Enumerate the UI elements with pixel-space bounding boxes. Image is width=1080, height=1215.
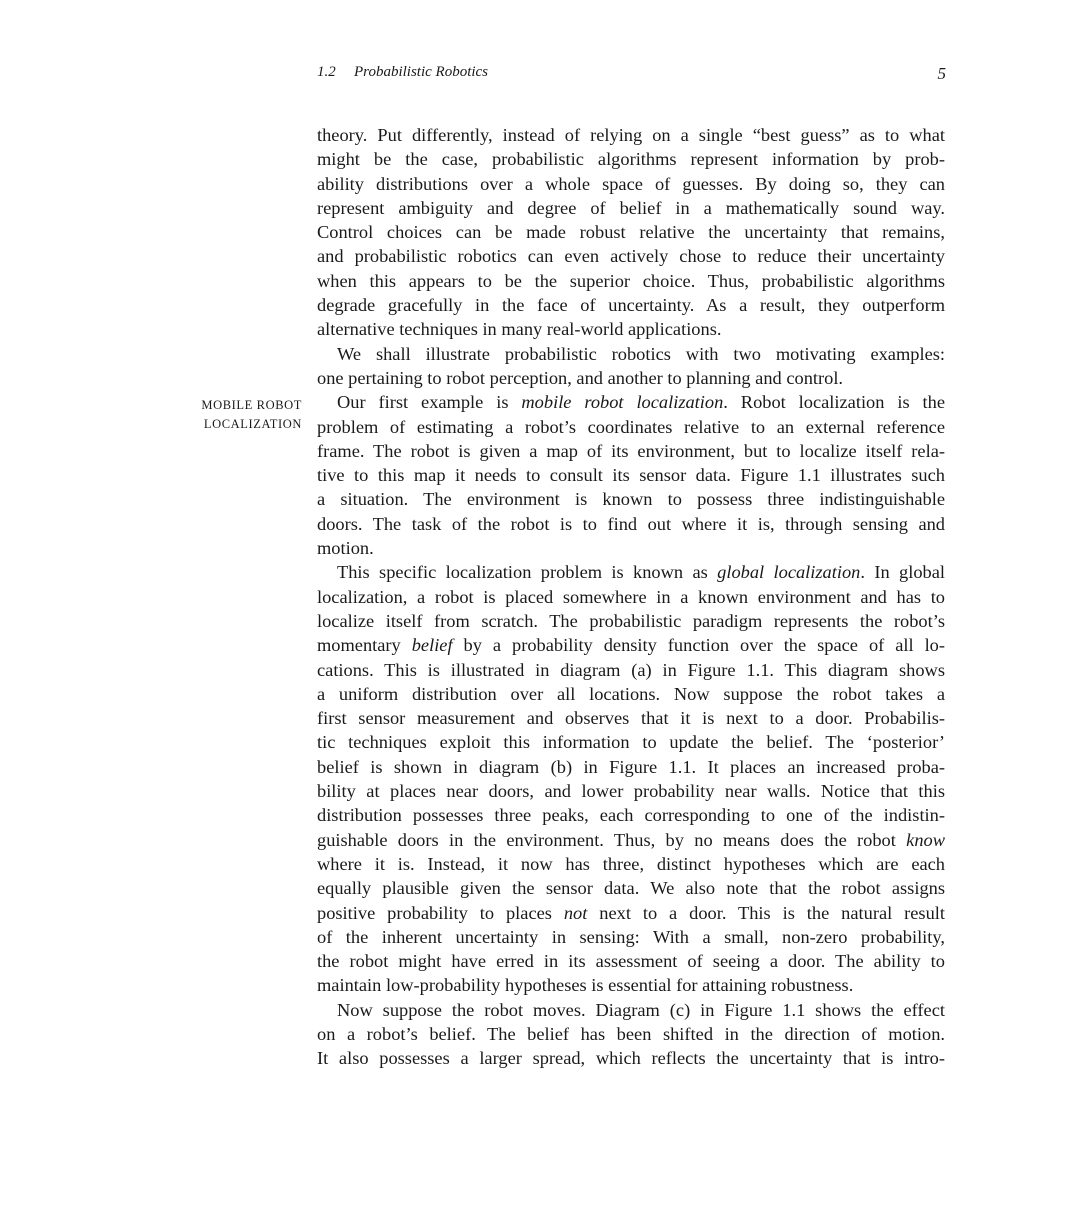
- text-line: [317, 1022, 945, 1046]
- text-run: alternative techniques in many real-world applications.: [317, 319, 722, 340]
- text-line: [317, 901, 945, 925]
- text-line: [317, 925, 945, 949]
- text-run: doors. The task of the robot is to find out where it is, through sensing and: [317, 513, 945, 534]
- text-line: [317, 1046, 945, 1070]
- text-run: degrade gracefully in the face of uncertainty. As a result, they outperform: [317, 295, 945, 316]
- margin-note: [176, 396, 302, 434]
- text-line: [317, 658, 945, 682]
- text-run: It also possesses a larger spread, which reflects the uncertainty that is intro-: [317, 1048, 945, 1069]
- text-run: next to a door. This is the natural result: [587, 902, 945, 923]
- text-run: of the inherent uncertainty in sensing: With a small, non-zero probability,: [317, 926, 945, 947]
- text-run: localization, a robot is placed somewhere in a known environment and has to: [317, 586, 945, 607]
- text-line: [317, 609, 945, 633]
- text-line: [317, 682, 945, 706]
- text-run: distribution possesses three peaks, each corresponding to one of the indistin-: [317, 805, 945, 826]
- text-line: [317, 560, 945, 584]
- text-run: maintain low-probability hypotheses is essential for attaining robustness.: [317, 975, 854, 996]
- text-line: [317, 293, 945, 317]
- text-run: cations. This is illustrated in diagram (a) in Figure 1.1. This diagram shows: [317, 659, 945, 680]
- text-run: momentary: [317, 635, 412, 656]
- text-run: where it is. Instead, it now has three, distinct hypotheses which are each: [317, 853, 945, 874]
- text-line: [317, 196, 945, 220]
- text-run: localize itself from scratch. The probabilistic paradigm represents the robot’s: [317, 610, 945, 631]
- text-run: tive to this map it needs to consult its sensor data. Figure 1.1 illustrates such: [317, 465, 945, 486]
- text-run: belief is shown in diagram (b) in Figure 1.1. It places an increased proba-: [317, 756, 945, 777]
- text-line: [317, 706, 945, 730]
- text-run: one pertaining to robot perception, and another to planning and control.: [317, 367, 844, 388]
- text-line: [317, 512, 945, 536]
- text-run: . In global: [860, 562, 945, 583]
- text-run: Now suppose the robot moves. Diagram (c) in Figure 1.1 shows the effect: [337, 999, 945, 1020]
- text-run: ability distributions over a whole space of guesses. By doing so, they can: [317, 173, 945, 194]
- italic-term: global localization: [717, 562, 861, 583]
- text-line: [317, 220, 945, 244]
- text-run: frame. The robot is given a map of its environment, but to localize itself rela-: [317, 440, 945, 461]
- text-run: first sensor measurement and observes that it is next to a door. Probabilis-: [317, 708, 945, 729]
- italic-term: know: [906, 829, 945, 850]
- text-run: when this appears to be the superior choice. Thus, probabilistic algorithms: [317, 270, 945, 291]
- text-line: [317, 147, 945, 171]
- text-line: [317, 585, 945, 609]
- text-run: a situation. The environment is known to possess three indistinguishable: [317, 489, 945, 510]
- text-run: the robot might have erred in its assessment of seeing a door. The ability to: [317, 951, 945, 972]
- text-line: [317, 730, 945, 754]
- text-run: guishable doors in the environment. Thus, by no means does the robot: [317, 829, 907, 850]
- section-title: Probabilistic Robotics: [354, 64, 489, 80]
- text-line: [317, 973, 945, 997]
- section-number: 1.2: [317, 64, 336, 80]
- text-run: equally plausible given the sensor data. We also note that the robot assigns: [317, 878, 945, 899]
- text-run: theory. Put differently, instead of relying on a single “best guess” as to what: [317, 125, 945, 145]
- text-line: [317, 244, 945, 268]
- page-number: 5: [937, 64, 946, 83]
- text-run: bility at places near doors, and lower probability near walls. Notice that this: [317, 781, 945, 802]
- text-line: [317, 487, 945, 511]
- text-line: [317, 439, 945, 463]
- text-run: and probabilistic robotics can even actively chose to reduce their uncertainty: [317, 246, 945, 267]
- text-line: [317, 317, 945, 341]
- text-run: . Robot localization is the: [723, 392, 945, 413]
- text-line: [317, 876, 945, 900]
- text-line: [317, 390, 945, 414]
- text-line: [317, 779, 945, 803]
- text-line: [317, 949, 945, 973]
- body-text: [317, 123, 945, 1071]
- text-line: [317, 463, 945, 487]
- text-line: [317, 998, 945, 1022]
- text-run: problem of estimating a robot’s coordinates relative to an external reference: [317, 416, 945, 437]
- text-line: [317, 415, 945, 439]
- text-run: Control choices can be made robust relative the uncertainty that remains,: [317, 222, 945, 243]
- text-line: [317, 803, 945, 827]
- italic-term: not: [563, 902, 588, 923]
- text-run: on a robot’s belief. The belief has been shifted in the direction of motion.: [317, 1023, 945, 1044]
- text-run: Our first example is: [337, 392, 522, 413]
- text-run: tic techniques exploit this information to update the belief. The ‘posterior’: [317, 732, 945, 753]
- text-line: [317, 366, 945, 390]
- text-line: [317, 342, 945, 366]
- text-run: This specific localization problem is known as: [337, 562, 718, 583]
- italic-term: mobile robot localization: [521, 392, 724, 413]
- text-line: [317, 755, 945, 779]
- text-line: [317, 172, 945, 196]
- text-line: [317, 828, 945, 852]
- margin-note-line: MOBILE ROBOT: [201, 398, 302, 412]
- text-run: motion.: [317, 538, 374, 559]
- italic-term: belief: [411, 635, 453, 656]
- text-line: [317, 633, 945, 657]
- text-run: represent ambiguity and degree of belief in a mathematically sound way.: [317, 197, 945, 218]
- text-run: We shall illustrate probabilistic robotics with two motivating examples:: [337, 343, 945, 364]
- margin-note-line: LOCALIZATION: [203, 417, 302, 431]
- text-line: [317, 269, 945, 293]
- text-line: [317, 852, 945, 876]
- text-run: by a probability density function over the space of all lo-: [452, 635, 946, 656]
- text-line: [317, 123, 945, 147]
- text-line: [317, 536, 945, 560]
- running-header: [317, 64, 946, 86]
- text-run: might be the case, probabilistic algorithms represent information by prob-: [317, 149, 945, 170]
- text-run: a uniform distribution over all locations. Now suppose the robot takes a: [317, 683, 945, 704]
- text-run: positive probability to places: [317, 902, 564, 923]
